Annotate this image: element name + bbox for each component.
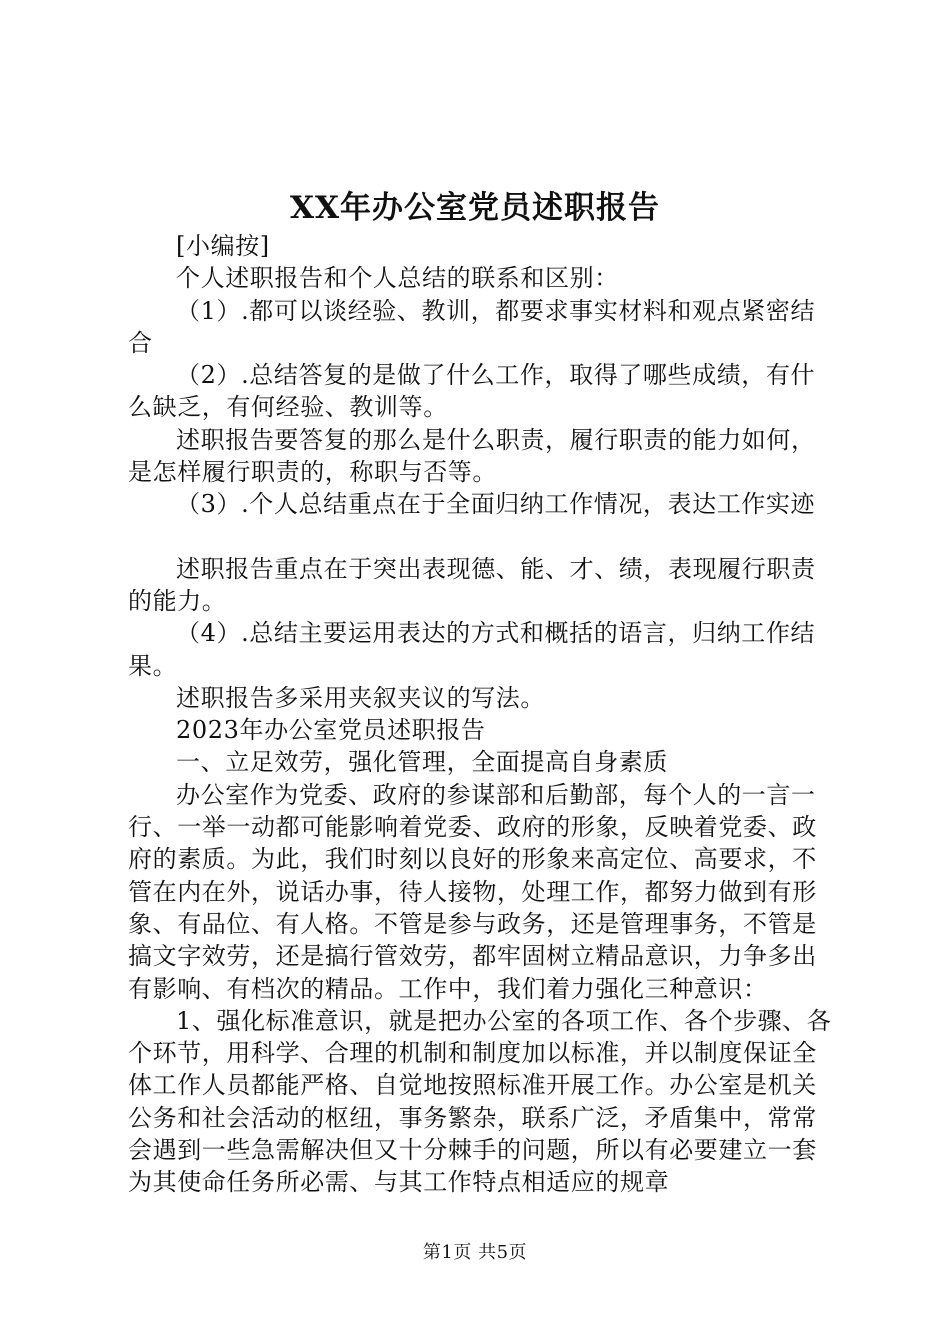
paragraph-subtitle: 2023年办公室党员述职报告 [176, 716, 486, 745]
document-title: XX年办公室党员述职报告 [289, 190, 661, 226]
paragraph-standard-awareness: 1、强化标准意识，就是把办公室的各项工作、各个步骤、各个环节，用科学、合理的机制和制度加以标准，并以制度保证全体工作人员都能严格、自觉地按照标准开展工作。办公室是机关公务和社会活动的枢纽，事务繁杂，联系广泛，矛盾集中，常常会遇到一些急需解决但又十分棘手的问题，所以有必要建立一套为其使命任务所必需、与其工作特点相适应的规章 [128, 1006, 832, 1197]
document-body [128, 230, 836, 1199]
paragraph-point-2: （2）.总结答复的是做了什么工作，取得了哪些成绩，有什么缺乏，有何经验、教训等。 [128, 361, 816, 422]
paragraph-editor-note: [小编按] [176, 232, 270, 260]
paragraph-office-role: 办公室作为党委、政府的参谋部和后勤部，每个人的一言一行、一举一动都可能影响着党委、政府的形象，反映着党委、政府的素质。为此，我们时刻以良好的形象来高定位、高要求，不管在内在外，说话办事，待人接物，处理工作，都努力做到有形象、有品位、有人格。不管是参与政务，还是管理事务，不管是搞文字效劳，还是搞行管效劳，都牢固树立精品意识，力争多出有影响、有档次的精品。工作中，我们着力强化三种意识： [128, 780, 817, 1003]
paragraph-point-1: （1）.都可以谈经验、教训，都要求事实材料和观点紧密结合 [128, 296, 816, 357]
section-heading-1: 一、立足效劳，强化管理，全面提高自身素质 [176, 748, 668, 777]
paragraph-intro: 个人述职报告和个人总结的联系和区别： [176, 264, 619, 293]
paragraph-point-4: （4）.总结主要运用表达的方式和概括的语言，归纳工作结果。 [128, 619, 816, 680]
paragraph-report-focus: 述职报告重点在于突出表现德、能、才、绩，表现履行职责的能力。 [128, 554, 816, 615]
paragraph-report-duty: 述职报告要答复的那么是什么职责，履行职责的能力如何，是怎样履行职责的，称职与否等。 [128, 425, 816, 487]
page-number-footer: 第1页 共5页 [422, 1242, 528, 1263]
paragraph-writing-style: 述职报告多采用夹叙夹议的写法。 [176, 683, 545, 712]
blank-line [128, 521, 836, 553]
paragraph-point-3: （3）.个人总结重点在于全面归纳工作情况，表达工作实迹 [176, 490, 816, 519]
